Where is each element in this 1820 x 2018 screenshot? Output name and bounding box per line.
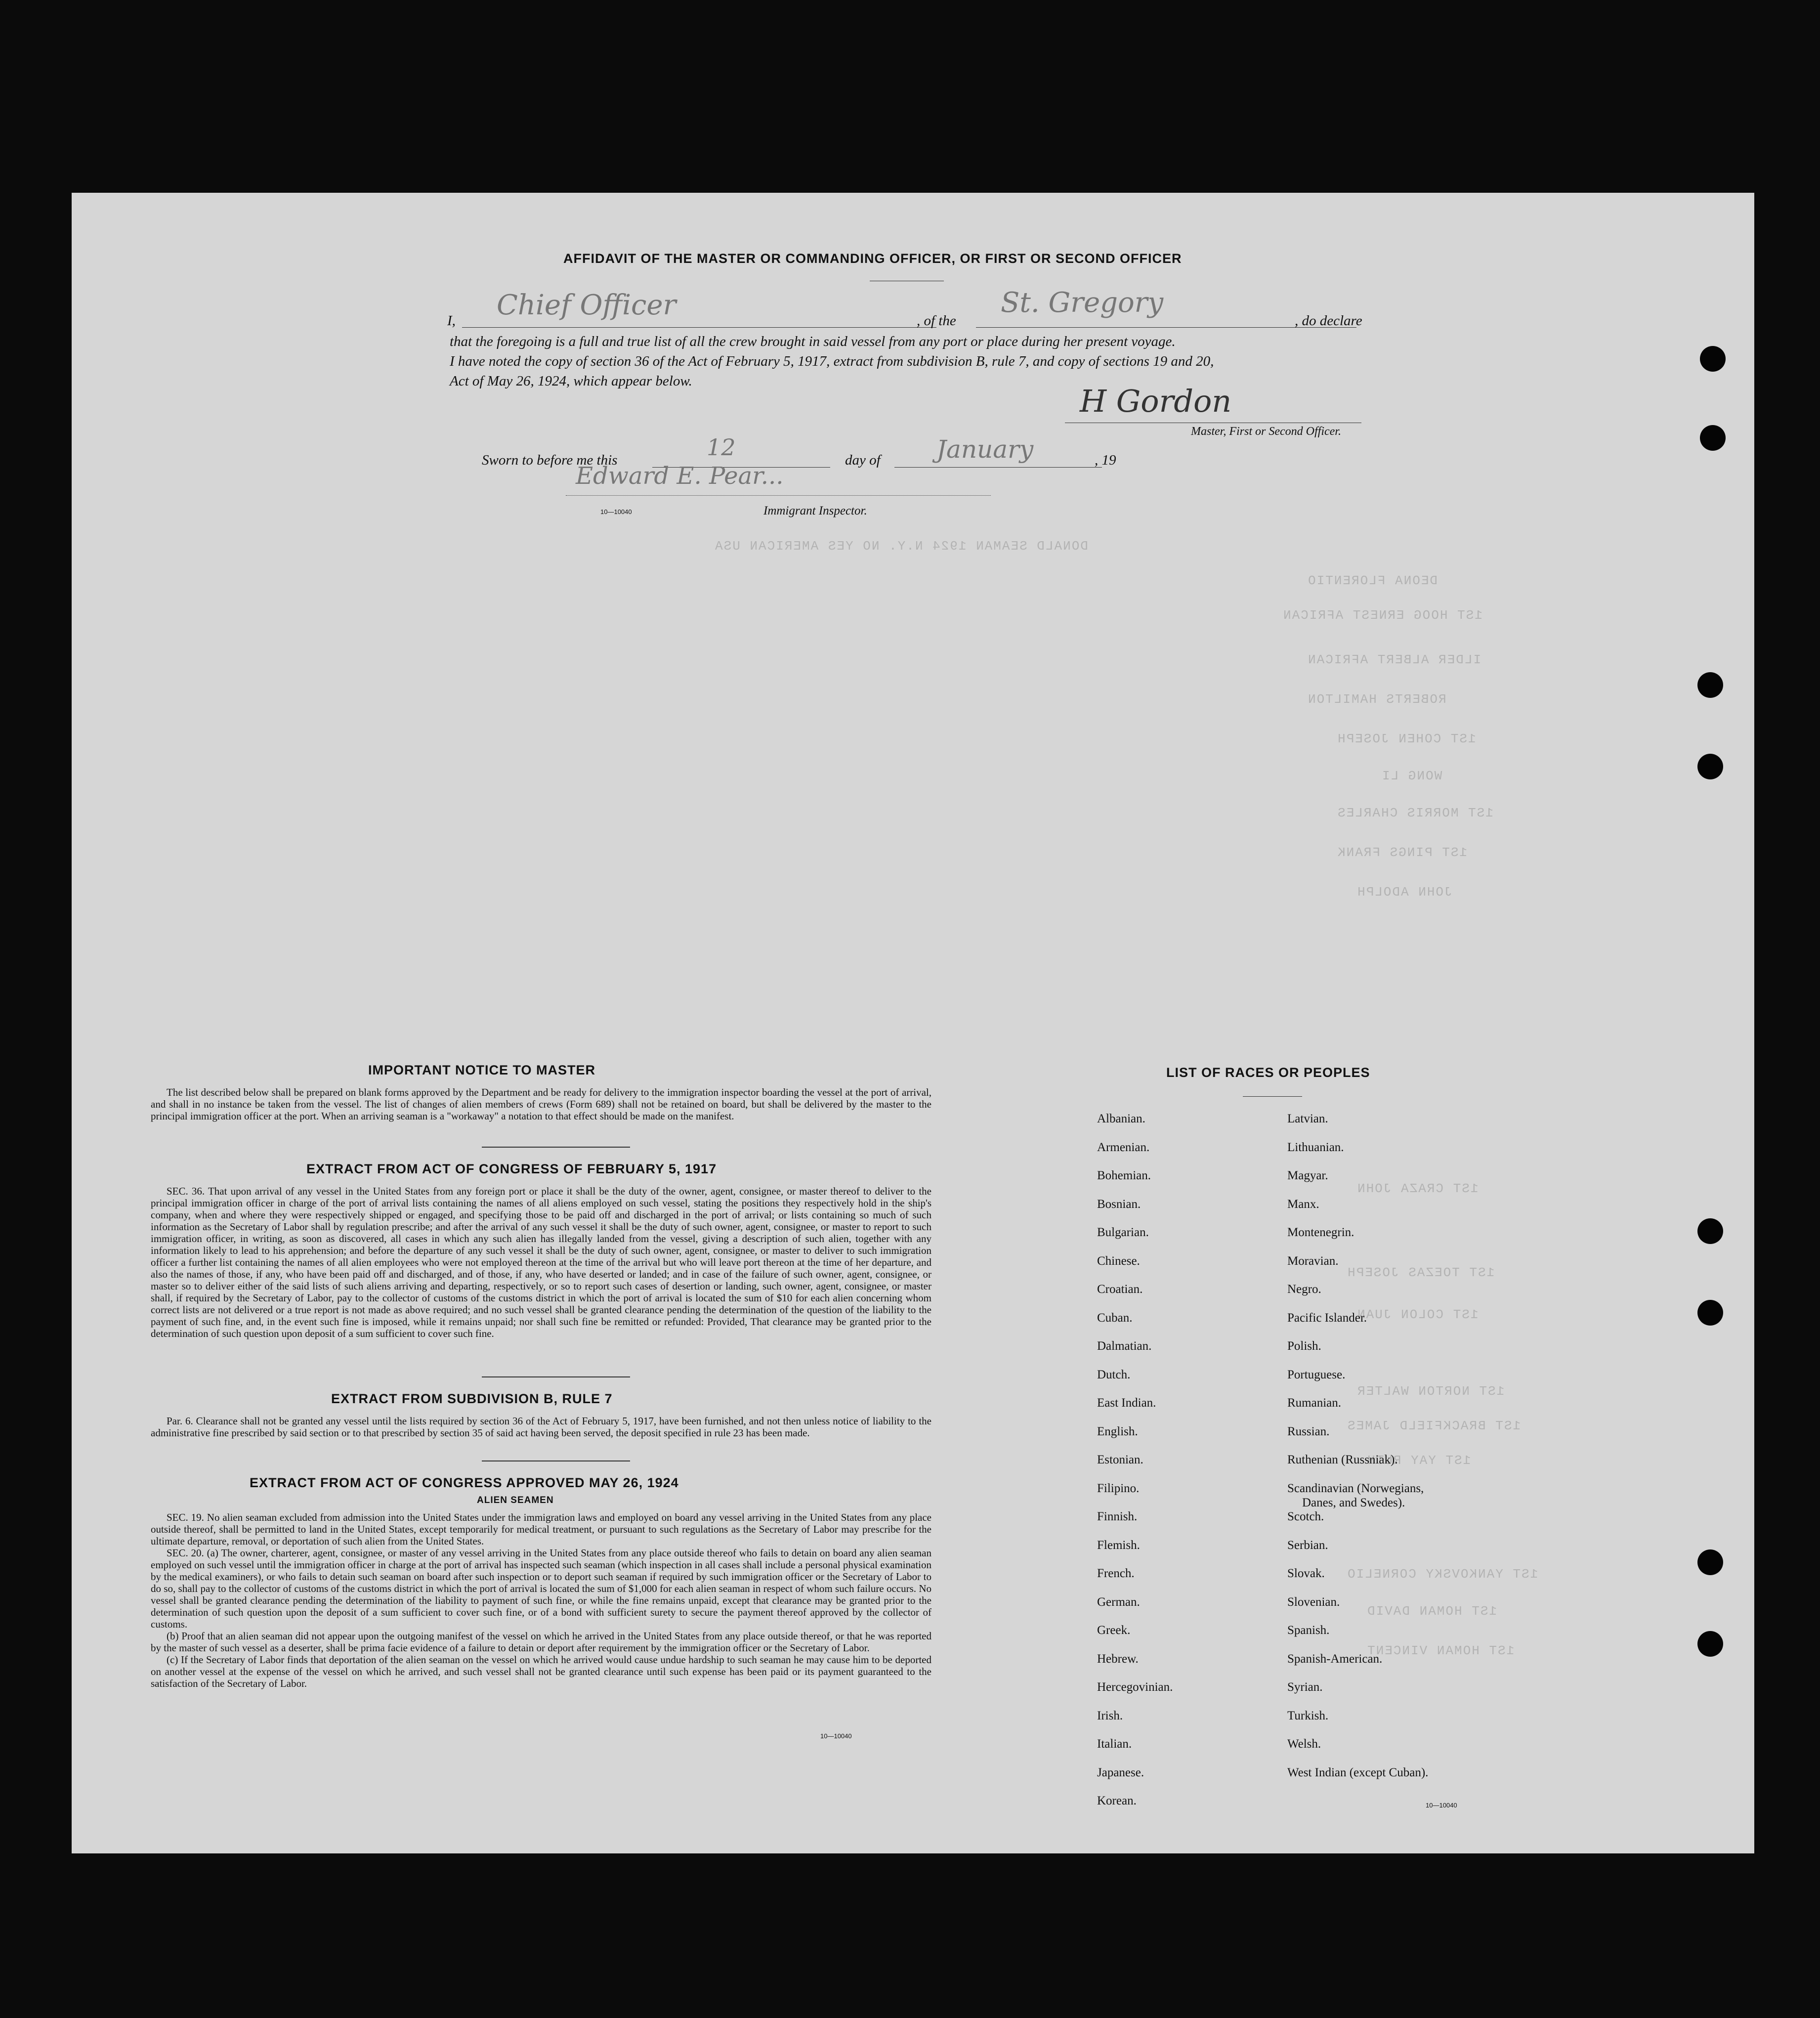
race-item: Manx. [1287,1197,1319,1211]
bleedthrough-line: 1ST MORRIS CHARLES [1337,806,1493,820]
race-item: Flemish. [1097,1538,1140,1552]
officer-title: Master, First or Second Officer. [1191,425,1341,438]
race-item: Bulgarian. [1097,1226,1149,1239]
sworn-day-handwriting: 12 [707,434,736,461]
bleedthrough-line: ILDER ALBERT AFRICAN [1307,652,1481,667]
rule7-text [151,1415,931,1439]
race-item: Polish. [1287,1339,1321,1353]
race-item: Filipino. [1097,1481,1140,1495]
bleedthrough-line: JOHN ADOLPH [1356,885,1452,900]
sworn-month-handwriting: January [936,435,1034,464]
race-item: Latvian. [1287,1112,1328,1125]
bleedthrough-line: 1ST YANKOVSKY CORNELIO [1347,1567,1538,1582]
notice-text [151,1086,931,1122]
race-item: Korean. [1097,1794,1137,1807]
extract-form-number: 10—10040 [820,1732,852,1740]
races-title: LIST OF RACES OR PEOPLES [1166,1065,1370,1080]
document-page [72,193,1754,1853]
race-item: Albanian. [1097,1112,1145,1125]
notice-title: IMPORTANT NOTICE TO MASTER [368,1063,595,1077]
bleedthrough-line: 1ST HOMAN VINCENT [1366,1643,1515,1658]
sworn-label: Sworn to before me this [482,452,618,468]
race-item: Scotch. [1287,1510,1324,1523]
race-item: Montenegrin. [1287,1226,1354,1239]
affidavit-line-2: that the foregoing is a full and true list of all the crew brought in said vessel from any port or place during her present voyage. [450,334,1176,349]
section-rule [482,1376,630,1377]
bleedthrough-line: 1ST COHEN JOSEPH [1337,731,1476,746]
affidavit-i-label: I, [447,313,456,329]
race-item: Ruthenian (Russniak). [1287,1453,1398,1466]
bleedthrough-line: 1ST PINGS FRANK [1337,845,1468,860]
race-item: Italian. [1097,1737,1132,1751]
race-item: English. [1097,1424,1138,1438]
race-item: Spanish-American. [1287,1652,1383,1666]
race-item: Dalmatian. [1097,1339,1152,1353]
race-item: Turkish. [1287,1709,1329,1722]
vessel-name-handwriting: St. Gregory [1001,287,1164,319]
binder-hole [1697,1631,1723,1657]
extract-1917-text [151,1185,931,1339]
year-label: , 19 [1095,452,1116,468]
race-item: Slovenian. [1287,1595,1340,1609]
bleedthrough-line: DONALD SEAMAN 1924 N.Y. NO YES AMERICAN USA [714,539,1088,554]
signature-handwriting: H Gordon [1080,383,1232,419]
extract-1917-title: EXTRACT FROM ACT OF CONGRESS OF FEBRUARY 5, 1917 [306,1161,717,1176]
race-item: Hebrew. [1097,1652,1139,1666]
do-declare-label: , do declare [1295,313,1362,329]
bleedthrough-line: ROBERTS HAMILTON [1307,692,1446,707]
of-the-label: , of the [917,313,956,329]
affidavit-title: AFFIDAVIT OF THE MASTER OR COMMANDING OFFICER, OR FIRST OR SECOND OFFICER [563,251,1182,266]
race-item: Syrian. [1287,1680,1323,1694]
binder-hole [1697,672,1723,698]
race-item: French. [1097,1567,1135,1580]
bleedthrough-line: 1ST BRACKFIELD JAMES [1347,1418,1521,1433]
affidavit-line-3: I have noted the copy of section 36 of the Act of February 5, 1917, extract from subdivision B, rule 7, and copy of sections 19 and 20, [450,353,1214,369]
race-item: Moravian. [1287,1254,1339,1268]
sec20c-paragraph: (c) If the Secretary of Labor finds that deportation of the alien seaman on the vessel on which he arrived would cause undue hardship to such seaman he may cause him to be deported on another vessel at the expense of the vessel on which he arrived, and such vessel shall not be granted clearance until such expense has been paid or its payment guaranteed to the satisfaction of the Secretary of Labor. [151,1654,931,1689]
binder-hole [1697,1549,1723,1575]
section-rule [482,1460,630,1461]
bleedthrough-line: 1ST YAY RUTH [1366,1453,1471,1468]
extract-1924-text [151,1511,931,1689]
sec19-paragraph: SEC. 19. No alien seaman excluded from admission into the United States under the immigration laws and employed on board any vessel arriving in the United States from any place outside thereof, shall be permitted to land in the United States, except temporarily for medical treatment, or pursuant to such regulations as the Secretary of Labor may prescribe for the ultimate departure, removal, or deportation of such alien from the United States. [151,1511,931,1547]
extract-1924-title: EXTRACT FROM ACT OF CONGRESS APPROVED MAY 26, 1924 [250,1475,679,1490]
race-item: East Indian. [1097,1396,1156,1410]
race-item: Negro. [1287,1283,1321,1296]
day-of-label: day of [845,452,881,468]
bleedthrough-line: 1ST COLON JUAN [1356,1307,1479,1322]
rule7-paragraph: Par. 6. Clearance shall not be granted any vessel until the lists required by section 36 of the Act of February 5, 1917, have been furnished, and not then unless notice of liability to the administrative fine prescribed by said section or to that prescribed by section 35 of said act having been served, the deposit specified in rule 23 has been made. [151,1415,931,1439]
race-item: Bohemian. [1097,1169,1151,1182]
officer-name-handwriting: Chief Officer [497,289,677,321]
bleedthrough-line: WONG LI [1381,769,1442,783]
race-item: Spanish. [1287,1624,1330,1637]
race-item: German. [1097,1595,1140,1609]
race-item: Japanese. [1097,1765,1144,1779]
race-item: Irish. [1097,1709,1123,1722]
race-item: Danes, and Swedes). [1302,1496,1405,1509]
race-item: Dutch. [1097,1368,1131,1381]
binder-hole [1697,754,1723,779]
race-item: Welsh. [1287,1737,1321,1751]
race-item: Armenian. [1097,1140,1150,1154]
race-item: Magyar. [1287,1169,1328,1182]
races-title-rule [1243,1096,1302,1097]
alien-seamen-subtitle: ALIEN SEAMEN [477,1495,554,1505]
race-item: Cuban. [1097,1311,1133,1325]
sec36-paragraph: SEC. 36. That upon arrival of any vessel in the United States from any foreign port or place it shall be the duty of the owner, agent, consignee, or master thereof to deliver to the principal immigration officer in charge of the port of arrival lists containing the names of all aliens employed on such vessel, stating the positions they respectively hold in the ship's company, when and where they were respectively shipped or engaged, and specifying those to be paid off and discharged in the port of arrival; or lists containing so much of such information as the Secretary of Labor shall by regulation prescribe; and after the arrival of any such vessel it shall be the duty of such owner, agent, consignee, or master to report to such immigration officer, in writing, as soon as discovered, all cases in which any such alien has illegally landed from the vessel, giving a description of such alien, together with any information likely to lead to his apprehension; and before the departure of any such vessel it shall be the duty of such owner, agent, consignee, or master to deliver to such immigration officer a further list containing the names of all alien employees who were not employed thereon at the time of the arrival but who will leave port thereon at the time of her departure, and also the names of those, if any, who have been paid off and discharged, and of those, if any, who have deserted or landed; and in case of the failure of such owner, agent, consignee, or master so to deliver either of the said lists of such aliens arriving and departing, respectively, or so to report such cases of desertion or landing, such owner, agent, consignee, or master shall, if required by the Secretary of Labor, pay to the collector of customs of the customs district in which the port of arrival is located the sum of $10 for each alien concerning whom correct lists are not delivered or a true report is not made as above required; and no such vessel shall be granted clearance pending the determination of the question of the liability to the payment of such fine, and, in the event such fine is imposed, while it remains unpaid; nor shall such fine be remitted or refunded: Provided, That clearance may be granted prior to the determination of such question upon deposit of a sum sufficient to cover such fine. [151,1185,931,1339]
race-item: Lithuanian. [1287,1140,1344,1154]
bleedthrough-line: DEONA FLORENTIO [1307,573,1438,588]
sworn-month-line [894,467,1102,468]
inspector-line [566,495,991,496]
rule7-title: EXTRACT FROM SUBDIVISION B, RULE 7 [331,1391,613,1406]
race-item: Rumanian. [1287,1396,1342,1410]
binder-hole [1697,1218,1723,1244]
race-item: Finnish. [1097,1510,1138,1523]
inspector-label: Immigrant Inspector. [763,504,867,517]
binder-hole [1700,346,1726,372]
bleedthrough-line: 1ST TOEZAS JOSEPH [1347,1265,1495,1280]
section-rule [482,1147,630,1148]
bleedthrough-line: 1ST HOOG ERNEST AFRICAN [1282,608,1482,623]
race-item: Russian. [1287,1424,1330,1438]
race-item: Serbian. [1287,1538,1328,1552]
affidavit-line-4: Act of May 26, 1924, which appear below. [450,373,692,389]
sec20b-paragraph: (b) Proof that an alien seaman did not appear upon the outgoing manifest of the vessel on which he arrived in the United States from any place outside thereof, or that he was reported by the master of such vessel as a deserter, shall be prima facie evidence of a failure to detain or deport after requirement by the immigration officer or the Secretary of Labor. [151,1630,931,1654]
race-item: Croatian. [1097,1283,1143,1296]
name-line [462,327,936,328]
race-item: Chinese. [1097,1254,1140,1268]
race-item: Slovak. [1287,1567,1325,1580]
race-item: Bosnian. [1097,1197,1141,1211]
inspector-signature-handwriting: Edward E. Pear... [576,462,784,490]
race-item: Portuguese. [1287,1368,1346,1381]
bleedthrough-line: 1ST HOMAN DAVID [1366,1604,1497,1619]
race-item: Estonian. [1097,1453,1143,1466]
race-item: Hercegovinian. [1097,1680,1173,1694]
bleedthrough-line: 1ST CRAZA JOHN [1356,1181,1479,1196]
binder-hole [1700,425,1726,451]
bleedthrough-line: 1ST NORTON WALTER [1356,1384,1505,1399]
binder-hole [1697,1300,1723,1326]
race-item: Greek. [1097,1624,1131,1637]
race-item: West Indian (except Cuban). [1287,1765,1429,1779]
affidavit-form-number: 10—10040 [600,508,632,515]
race-item: Pacific Islander. [1287,1311,1367,1325]
races-form-number: 10—10040 [1426,1802,1457,1809]
race-item: Scandinavian (Norwegians, [1287,1481,1424,1495]
notice-paragraph: The list described below shall be prepared on blank forms approved by the Department and be ready for delivery to the immigration inspector boarding the vessel at the port of arrival, and shall in no instance be taken from the vessel. The list of changes of alien members of crews (Form 689) shall not be retained on board, but shall be delivered by the master to the principal immigration officer at the port. When an arriving seaman is a "workaway" a notation to that effect should be made on the manifest. [151,1086,931,1122]
sec20a-paragraph: SEC. 20. (a) The owner, charterer, agent, consignee, or master of any vessel arriving in the United States from any place outside thereof who fails to detain on board any alien seaman employed on such vessel until the immigration officer in charge at the port of arrival has inspected such seaman (which inspection in all cases shall include a personal physical examination by the medical examiners), or who fails to detain such seaman on board after such inspection or to deport such seaman if required by such immigration officer or the Secretary of Labor to do so, shall pay to the collector of customs of the customs district in which the port of arrival is located the sum of $1,000 for each alien seaman in respect of whom such failure occurs. No vessel shall be granted clearance pending the determination of the liability to payment of such fine, or while the fine remains unpaid, except that clearance may be granted prior to the determination of such question upon the deposit of a sum sufficient to cover such fine, or of a bond with sufficient surety to secure the payment thereof approved by the collector of customs. [151,1547,931,1630]
